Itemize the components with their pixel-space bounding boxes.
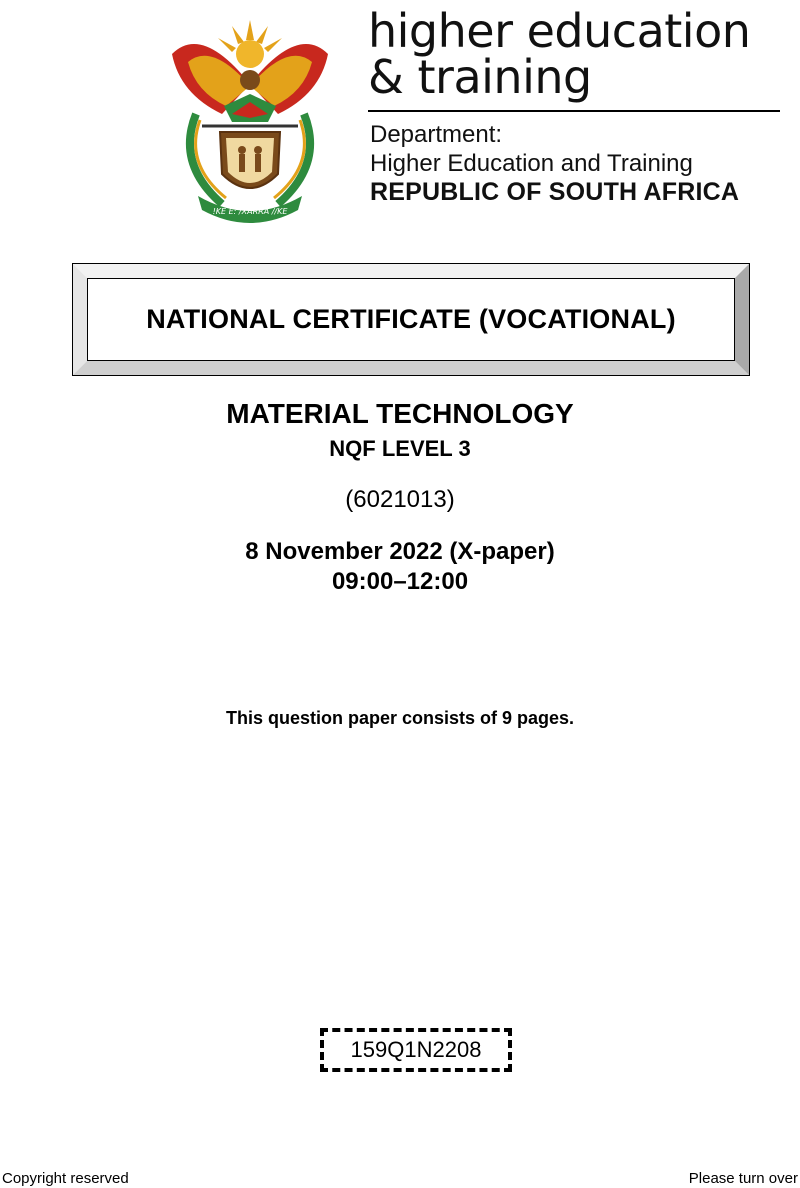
exam-date: 8 November 2022 (X-paper) <box>245 538 555 565</box>
subject-title: MATERIAL TECHNOLOGY <box>226 398 574 429</box>
subject-code: (6021013) <box>345 486 455 513</box>
page-count-note: This question paper consists of 9 pages. <box>225 708 575 728</box>
certificate-title: NATIONAL CERTIFICATE (VOCATIONAL) <box>146 304 676 334</box>
frame-bevel-left <box>73 264 87 375</box>
coat-of-arms-logo <box>162 14 338 226</box>
heading-line-1: higher education <box>368 4 751 58</box>
paper-code-box <box>320 1028 512 1072</box>
department-label: Department: <box>370 121 503 148</box>
footer-turn-over: Please turn over <box>688 1170 798 1187</box>
certificate-title-box <box>87 278 735 361</box>
frame-bevel-right <box>735 264 749 375</box>
heading-divider <box>368 110 780 112</box>
heading-line-2: & training <box>368 50 592 104</box>
certificate-title-frame <box>72 263 750 376</box>
nqf-level: NQF LEVEL 3 <box>329 436 471 461</box>
paper-code: 159Q1N2208 <box>350 1037 482 1062</box>
country-name: REPUBLIC OF SOUTH AFRICA <box>370 178 740 206</box>
frame-bevel-bottom <box>73 361 749 375</box>
svg-text:!KE E: /XARRA //KE: !KE E: /XARRA //KE <box>212 207 288 216</box>
department-info <box>370 120 739 207</box>
department-heading <box>368 4 788 104</box>
frame-bevel-top <box>73 264 749 278</box>
exam-time: 09:00–12:00 <box>331 568 469 595</box>
department-name: Higher Education and Training <box>370 150 693 177</box>
footer-copyright: Copyright reserved <box>2 1170 129 1187</box>
